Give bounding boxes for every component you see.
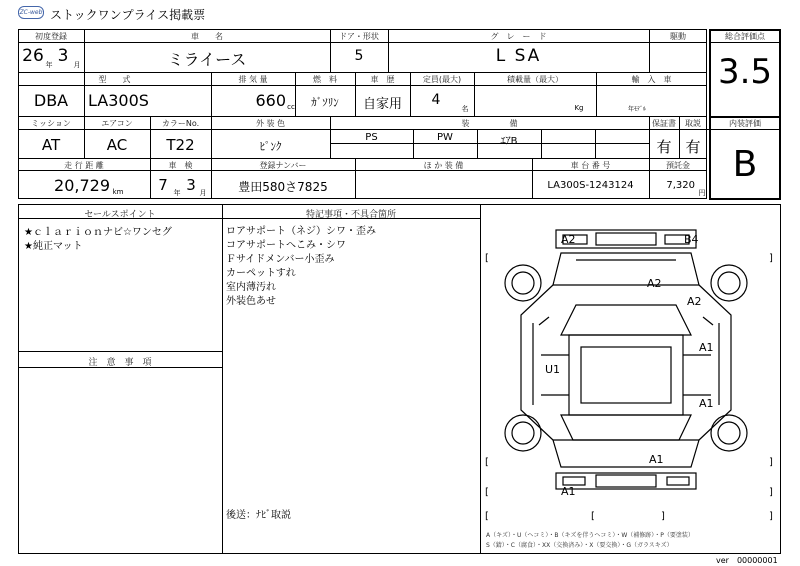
ac-label: エアコン (101, 119, 133, 128)
bracket-3: [ (485, 457, 489, 468)
grade-label: グ レ ー ド (490, 32, 547, 41)
overall-score: 3.5 (717, 52, 773, 92)
drive-label: 駆動 (670, 32, 686, 41)
yen-unit: 円 (698, 189, 706, 197)
equip-3: ｴｱB (500, 136, 518, 147)
displacement: 660 (255, 91, 286, 110)
capacity: 4 (431, 92, 441, 108)
mark-rear-right-door: A1 (699, 397, 714, 410)
car-name: ミライース (167, 50, 247, 69)
logo (18, 6, 44, 19)
remarks-label: 特記事項・不具合箇所 (305, 210, 396, 220)
remark-footer: 後送：ﾅﾋﾞ取説 (226, 510, 291, 521)
version: ver 00000001 (716, 556, 778, 565)
score-label: 総合評価点 (725, 32, 765, 41)
exterior-color: ﾋﾟﾝｸ (259, 140, 282, 153)
sales-point-2: ★純正マット (24, 241, 83, 252)
bracket-7: [ (485, 511, 489, 522)
fuel: ｶﾞｿﾘﾝ (311, 96, 339, 109)
first-reg-label: 初度登録 (35, 32, 67, 41)
first-reg-year: 26 (22, 46, 44, 66)
interior-score: B (732, 144, 758, 185)
bracket-5: [ (485, 487, 489, 498)
warranty: 有 (656, 138, 672, 156)
model-code: LA300S (88, 91, 149, 110)
bracket-2: ] (769, 253, 773, 264)
mission-label: ミッション (31, 119, 71, 128)
month-unit: 月 (73, 61, 81, 69)
interior-label: 内装評価 (729, 119, 761, 128)
mission: AT (41, 136, 61, 154)
mark-front-bumper-right: B4 (684, 233, 699, 246)
remark-1: ロアサポート（ネジ）シワ・歪み (226, 226, 376, 237)
inspection-month-unit: 月 (199, 189, 207, 197)
remark-6: 外装色あせ (226, 296, 276, 307)
usage-category: 自家用 (362, 97, 402, 112)
deposit-label: 預託金 (666, 161, 690, 170)
legend-line-1: A（キズ）・U（ヘコミ）・B（キズを伴うヘコミ）・W（補修跡）・P（要塗装） (486, 532, 694, 539)
color-no-label: カラーNo. (161, 119, 200, 128)
bracket-6: ] (769, 487, 773, 498)
displacement-label: 排 気 量 (238, 75, 268, 84)
inspection-month: 3 (186, 176, 196, 194)
equipment-label: 装 備 (461, 119, 518, 128)
sales-point-label: セールスポイント (84, 210, 156, 220)
grade: L SA (495, 46, 542, 66)
logo-text: ZC-web (19, 9, 43, 16)
import-label: 輸 入 車 (631, 75, 672, 84)
first-reg-month: 3 (57, 46, 69, 66)
bracket-8: ] (769, 511, 773, 522)
equip-2: PW (437, 132, 453, 143)
inspection-year: 7 (158, 176, 168, 194)
exterior-label: 外 装 色 (255, 119, 286, 128)
mark-trunk: A1 (649, 453, 664, 466)
remark-4: カーペットすれ (226, 268, 296, 279)
inspection-label: 車 検 (168, 161, 193, 170)
bracket-10: ] (661, 511, 665, 522)
chassis-label: 車 台 番 号 (570, 161, 611, 170)
load-unit: Kg (574, 104, 584, 112)
remark-3: Ｆサイドメンバー小歪み (226, 254, 335, 265)
cc-unit: cc (287, 103, 295, 111)
car-damage-diagram (481, 205, 780, 525)
mark-front-right-fender: A2 (687, 295, 702, 308)
car-name-label: 車 名 (191, 32, 223, 41)
capacity-label: 定員(最大) (422, 75, 462, 84)
remark-2: コアサポートへこみ・シワ (226, 240, 346, 251)
mileage: 20,729 (54, 176, 110, 195)
deposit: 7,320 (666, 180, 695, 191)
capacity-unit: 名 (461, 105, 469, 113)
bracket-4: ] (769, 457, 773, 468)
inspection-year-unit: 年 (173, 189, 181, 197)
fuel-label: 燃 料 (313, 75, 337, 84)
model-label: 型 式 (98, 75, 131, 84)
import-model-year: 年ﾓﾃﾞﾙ (627, 106, 646, 113)
other-equipment-label: ほ か 装 備 (423, 161, 464, 170)
load-label: 積載量（最大） (507, 75, 563, 84)
document-title: ストックワンプライス掲載票 (50, 8, 206, 22)
sales-point-1: ★ｃｌａｒｉｏｎナビ☆ワンセグ (24, 227, 172, 238)
category-label: 車 歴 (370, 75, 395, 84)
km-unit: km (112, 188, 124, 196)
chassis-number: LA300S-1243124 (547, 180, 634, 191)
year-unit: 年 (45, 61, 53, 69)
plate-number: 豊田580さ7825 (238, 180, 328, 194)
door-label: ドア・形状 (339, 32, 379, 41)
remark-5: 室内薄汚れ (226, 282, 276, 293)
mark-rear-bumper: A1 (561, 485, 576, 498)
notes-label: 注 意 事 項 (88, 358, 152, 368)
warranty-label: 保証書 (652, 119, 676, 128)
legend-line-2: S（錆）・C（腐食）・XX（交換済み）・X（要交換）・G（ガラスキズ） (486, 542, 673, 549)
model-prefix: DBA (33, 91, 69, 110)
mark-right-door: A1 (699, 341, 714, 354)
doors: 5 (354, 48, 364, 64)
bracket-9: [ (591, 511, 595, 522)
color-no: T22 (166, 136, 195, 154)
bracket-1: [ (485, 253, 489, 264)
plate-label: 登録ナンバー (259, 161, 307, 170)
manual: 有 (685, 138, 701, 156)
mark-hood: A2 (647, 277, 662, 290)
air-conditioner: AC (106, 136, 128, 154)
mark-left-door: U1 (545, 363, 561, 376)
mileage-label: 走 行 距 離 (64, 161, 104, 170)
manual-label: 取説 (685, 119, 701, 128)
equip-1: PS (365, 132, 378, 143)
mark-front-bumper-left: A2 (561, 233, 576, 246)
